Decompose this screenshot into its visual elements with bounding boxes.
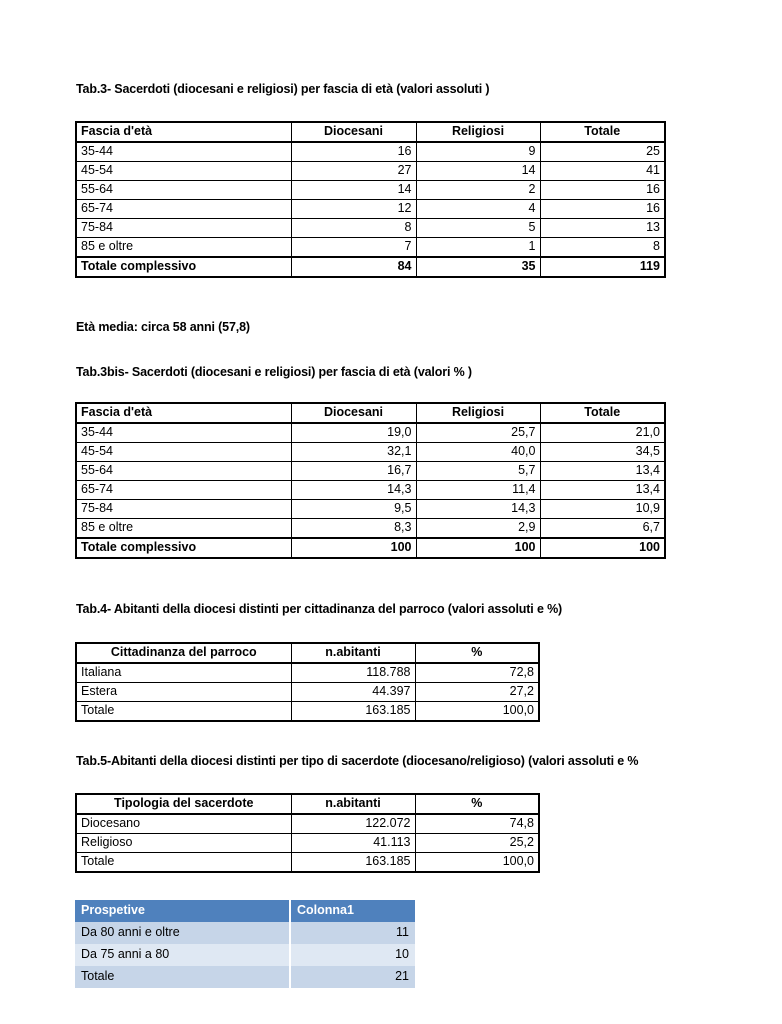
column-header-cittadinanza: Cittadinanza del parroco [76,643,291,663]
cell-religiosi: 11,4 [416,481,540,500]
column-header-fascia: Fascia d'età [76,122,291,142]
cell-value: 11 [291,922,415,944]
row-label: 35-44 [76,142,291,162]
total-totale: 119 [540,257,665,277]
row-label: 75-84 [76,219,291,238]
row-label: 85 e oltre [76,519,291,539]
column-header-religiosi: Religiosi [416,403,540,423]
table-row [76,814,539,834]
cell-diocesani: 12 [291,200,416,219]
table-row [76,663,539,683]
cell-religiosi: 25,7 [416,423,540,443]
table-tab3bis [75,402,666,559]
cell-abitanti: 163.185 [291,702,415,722]
table-header-row [76,403,665,423]
cell-diocesani: 19,0 [291,423,416,443]
total-value: 21 [291,966,415,988]
cell-abitanti: 41.113 [291,834,415,853]
column-header-religiosi: Religiosi [416,122,540,142]
row-label: Diocesano [76,814,291,834]
cell-diocesani: 16,7 [291,462,416,481]
cell-percent: 100,0 [415,853,539,873]
cell-percent: 100,0 [415,702,539,722]
cell-religiosi: 5,7 [416,462,540,481]
column-header-percent: % [415,794,539,814]
row-label: 65-74 [76,200,291,219]
cell-totale: 8 [540,238,665,258]
cell-religiosi: 14 [416,162,540,181]
table-row [75,922,415,944]
row-label: 55-64 [76,462,291,481]
cell-totale: 16 [540,181,665,200]
column-header-fascia: Fascia d'età [76,403,291,423]
table-row [76,834,539,853]
total-label: Totale [75,966,291,988]
row-label: 35-44 [76,423,291,443]
cell-abitanti: 122.072 [291,814,415,834]
table-total-row [75,966,415,988]
cell-totale: 41 [540,162,665,181]
cell-diocesani: 14,3 [291,481,416,500]
cell-totale: 13,4 [540,481,665,500]
table-row [76,423,665,443]
cell-percent: 74,8 [415,814,539,834]
row-label: 85 e oltre [76,238,291,258]
table-row [76,500,665,519]
table-header-row [75,900,415,922]
tab3-caption: Tab.3- Sacerdoti (diocesani e religiosi) per fascia di età (valori assoluti ) [76,82,490,96]
total-label: Totale complessivo [76,538,291,558]
cell-totale: 25 [540,142,665,162]
total-religiosi: 100 [416,538,540,558]
table-row [76,181,665,200]
cell-totale: 16 [540,200,665,219]
column-header-prospetive: Prospetive [75,900,291,922]
cell-diocesani: 8 [291,219,416,238]
column-header-colonna1: Colonna1 [291,900,415,922]
tab4-caption: Tab.4- Abitanti della diocesi distinti per cittadinanza del parroco (valori assoluti e %) [76,602,563,616]
column-header-diocesani: Diocesani [291,403,416,423]
row-label: Da 80 anni e oltre [75,922,291,944]
total-diocesani: 100 [291,538,416,558]
table-row [75,944,415,966]
total-label: Totale complessivo [76,257,291,277]
table-total-row [76,257,665,277]
cell-diocesani: 14 [291,181,416,200]
row-label: 45-54 [76,443,291,462]
cell-religiosi: 2 [416,181,540,200]
table-row [76,142,665,162]
tab3bis-caption: Tab.3bis- Sacerdoti (diocesani e religiosi) per fascia di età (valori % ) [76,365,472,379]
row-label: 55-64 [76,181,291,200]
table-row [76,219,665,238]
cell-abitanti: 163.185 [291,853,415,873]
cell-totale: 34,5 [540,443,665,462]
row-label: Religioso [76,834,291,853]
total-totale: 100 [540,538,665,558]
row-label: Totale [76,702,291,722]
table-header-row [76,794,539,814]
table-row [76,238,665,258]
cell-religiosi: 4 [416,200,540,219]
cell-diocesani: 7 [291,238,416,258]
table-header-row [76,122,665,142]
cell-diocesani: 16 [291,142,416,162]
total-religiosi: 35 [416,257,540,277]
row-label: 65-74 [76,481,291,500]
column-header-percent: % [415,643,539,663]
column-header-diocesani: Diocesani [291,122,416,142]
cell-totale: 6,7 [540,519,665,539]
column-header-totale: Totale [540,403,665,423]
table-row [76,200,665,219]
cell-percent: 27,2 [415,683,539,702]
total-diocesani: 84 [291,257,416,277]
table-row [76,462,665,481]
table-tab4 [75,642,540,722]
table-row [76,519,665,539]
table-tab3 [75,121,666,278]
column-header-tipologia: Tipologia del sacerdote [76,794,291,814]
row-label: Da 75 anni a 80 [75,944,291,966]
row-label: Totale [76,853,291,873]
table-row [76,683,539,702]
table-row [76,443,665,462]
row-label: Estera [76,683,291,702]
tab5-caption: Tab.5-Abitanti della diocesi distinti per tipo di sacerdote (diocesano/religioso) (valori assoluti e % [76,754,639,768]
cell-totale: 21,0 [540,423,665,443]
row-label: 75-84 [76,500,291,519]
cell-diocesani: 8,3 [291,519,416,539]
cell-religiosi: 2,9 [416,519,540,539]
cell-diocesani: 27 [291,162,416,181]
cell-value: 10 [291,944,415,966]
cell-percent: 72,8 [415,663,539,683]
table-row [76,853,539,873]
cell-religiosi: 1 [416,238,540,258]
cell-percent: 25,2 [415,834,539,853]
table-row [76,162,665,181]
cell-religiosi: 40,0 [416,443,540,462]
cell-abitanti: 118.788 [291,663,415,683]
table-prospetive [75,900,415,988]
row-label: 45-54 [76,162,291,181]
table-header-row [76,643,539,663]
cell-religiosi: 9 [416,142,540,162]
cell-diocesani: 9,5 [291,500,416,519]
cell-diocesani: 32,1 [291,443,416,462]
column-header-totale: Totale [540,122,665,142]
table-row [76,702,539,722]
cell-totale: 10,9 [540,500,665,519]
cell-religiosi: 14,3 [416,500,540,519]
row-label: Italiana [76,663,291,683]
table-total-row [76,538,665,558]
cell-religiosi: 5 [416,219,540,238]
column-header-abitanti: n.abitanti [291,643,415,663]
cell-totale: 13,4 [540,462,665,481]
column-header-abitanti: n.abitanti [291,794,415,814]
table-row [76,481,665,500]
table-tab5 [75,793,540,873]
cell-totale: 13 [540,219,665,238]
cell-abitanti: 44.397 [291,683,415,702]
average-age-note: Età media: circa 58 anni (57,8) [76,320,250,334]
